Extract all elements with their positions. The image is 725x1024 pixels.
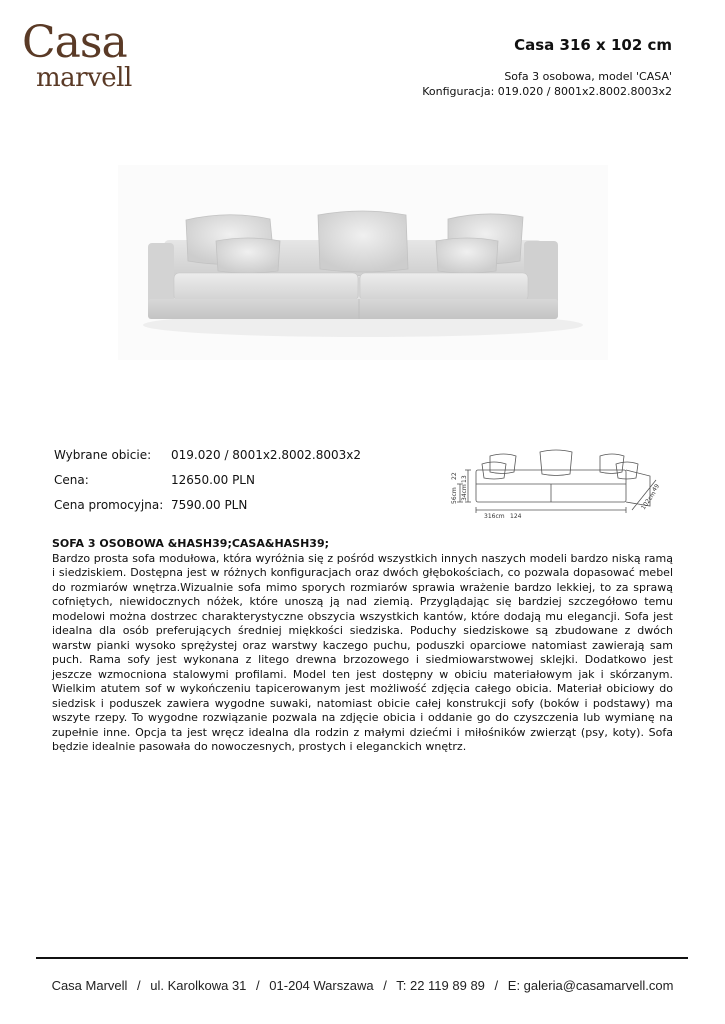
footer-company: Casa Marvell xyxy=(51,978,128,993)
footer-contact xyxy=(0,978,725,993)
dim-seat-top-label: 13 xyxy=(461,475,468,483)
sofa-photo xyxy=(118,165,608,360)
product-subtitle xyxy=(422,69,672,99)
spec-value: 12650.00 PLN xyxy=(171,473,255,487)
product-configuration: Konfiguracja: 019.020 / 8001x2.8002.8003x2 xyxy=(422,85,672,98)
product-description xyxy=(52,537,673,755)
dim-depth-label: 102cm xyxy=(639,490,658,512)
spec-label: Wybrane obicie: xyxy=(54,448,152,462)
spec-row-fabric xyxy=(54,443,361,468)
footer-separator: / xyxy=(256,978,260,993)
specs-table xyxy=(54,443,361,518)
dim-depth-inner-label: 49 xyxy=(650,482,662,494)
spec-value: 7590.00 PLN xyxy=(171,498,248,512)
dim-height-label: 56cm xyxy=(451,487,458,504)
footer-separator: / xyxy=(494,978,499,993)
dim-width-inner-label: 124 xyxy=(510,513,522,520)
footer-separator: / xyxy=(137,978,141,993)
spec-label: Cena: xyxy=(54,473,89,487)
logo-casa: Casa xyxy=(22,17,127,68)
product-model: Sofa 3 osobowa, model 'CASA' xyxy=(504,70,672,83)
logo-marvell: marvell xyxy=(36,63,132,93)
dimension-drawing xyxy=(432,440,662,522)
description-body: Bardzo prosta sofa modułowa, która wyróżnia się z pośród wszystkich innych naszych modeli bardzo niską ramą i siedziskiem. Dostępna jest w różnych konfiguracjach oraz dwóch głębokościach, co pozwala dopasować mebel do rozmiarów wnętrza.Wizualnie sofa mimo sporych rozmiarów sprawia wrażenie bardzo lekkiej, to za sprawą cofniętych, niewidocznych nóżek, które unoszą ją nad ziemią. Przyglądając się bardziej szczegółowo temu modelowi można dostrzec charakterystyczne obszycia wszystkich kantów, które dodają mu elegancji. Sofa jest idealna dla osób preferujących średniej miękkości siedziska. Poduchy siedziskowe są zbudowane z dwóch warstw pianki wysoko sprężystej oraz warstwy kaczego puchu, poduszki oparciowe natomiast zawierają sam puch. Rama sofy jest wykonana z litego drewna brzozowego i siedmiowarstwowej sklejki. Dodatkowo jest jeszcze wzmocniona stalowymi profilami. Model ten jest dostępny w obiciu materiałowym jak i skórzanym. Wielkim atutem sof w wykończeniu tapicerowanym jest możliwość zdjęcia całego obicia. Materiał obiciowy do siedzisk i poduszek zawiera wygodne suwaki, natomiast obicie całej konstrukcji sofy (boków i podstawy) ma wszyte rzepy. To wygodne rozwiązanie pozwala na zdjęcie obicia i oddanie go do czyszczenia lub wymianę na zupełnie inne. Opcja ta jest wręcz idealna dla rodzin z małymi dziećmi i miłośników zwierząt (psy, koty). Sofa będzie idealnie pasowała do nowoczesnych, prostych i eleganckich wnętrz. xyxy=(52,551,673,753)
description-heading: SOFA 3 OSOBOWA &HASH39;CASA&HASH39; xyxy=(52,537,330,550)
dim-width-label: 316cm xyxy=(484,513,505,520)
dim-seat-label: 34cm xyxy=(461,484,468,501)
spec-row-promo-price xyxy=(54,493,361,518)
casa-marvell-logo xyxy=(22,17,142,96)
footer-street: ul. Karolkowa 31 xyxy=(150,978,247,993)
spec-value: 019.020 / 8001x2.8002.8003x2 xyxy=(171,448,362,462)
footer-email-link[interactable]: E: galeria@casamarvell.com xyxy=(507,978,674,993)
footer-separator: / xyxy=(383,978,387,993)
dim-height-top-label: 22 xyxy=(451,472,458,480)
product-title: Casa 316 x 102 cm xyxy=(514,36,672,54)
footer-phone: T: 22 119 89 89 xyxy=(396,978,485,993)
footer-city: 01-204 Warszawa xyxy=(269,978,374,993)
spec-label: Cena promocyjna: xyxy=(54,498,164,512)
spec-row-price xyxy=(54,468,361,493)
footer-divider xyxy=(36,957,688,959)
